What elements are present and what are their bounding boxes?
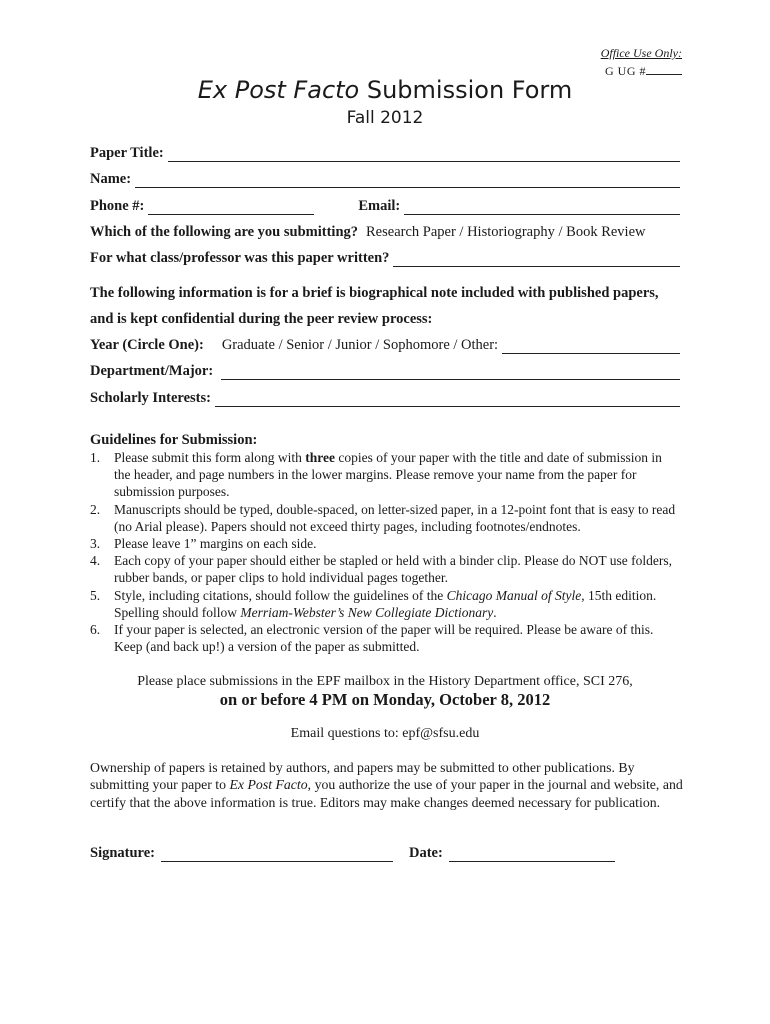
guideline-text: Each copy of your paper should either be stapled or held with a binder clip. Please do NOT use folders, rubber bands, or paper clips to hold individual pages together. — [114, 553, 672, 586]
ownership-paragraph — [90, 759, 686, 811]
guideline-number: 2. — [90, 501, 101, 517]
guideline-text: . — [493, 604, 497, 620]
guideline-item — [90, 501, 680, 535]
name-field[interactable] — [135, 173, 680, 188]
guidelines-list — [90, 449, 680, 655]
guideline-text: Manuscripts should be typed, double-spaced, on letter-sized paper, in a 12-point font that is easy to read (no Arial please). Papers should not exceed thirty pages, including footnotes/endnotes. — [114, 501, 676, 534]
department-field[interactable] — [221, 365, 680, 380]
signature-label: Signature: — [90, 845, 155, 861]
paper-title-label: Paper Title: — [90, 145, 164, 161]
guideline-number: 6. — [90, 622, 101, 638]
office-use-code-text: G UG # — [605, 64, 646, 78]
guideline-text: , 15th edition. Spelling should follow — [114, 587, 657, 620]
guideline-number: 3. — [90, 536, 101, 552]
submitting-question: Which of the following are you submitting? — [90, 224, 359, 240]
guideline-citation: Merriam-Webster’s New Collegiate Dictionary — [240, 604, 494, 620]
guideline-text: copies of your paper with the title and date of submission in the header, and page numbers in the lower margins. Please remove your name from the paper for submission purposes. — [114, 450, 662, 500]
email-questions: Email questions to: epf@sfsu.edu — [290, 726, 480, 741]
form-semester: Fall 2012 — [346, 108, 424, 128]
office-use-label: Office Use Only: — [600, 46, 682, 60]
submission-place: Please place submissions in the EPF mailbox in the History Department office, SCI 276, — [137, 674, 633, 689]
year-label: Year (Circle One): — [90, 337, 204, 353]
year-options[interactable]: Graduate / Senior / Junior / Sophomore / Other: — [221, 337, 499, 353]
guidelines-heading: Guidelines for Submission: — [90, 432, 258, 448]
guideline-number: 5. — [90, 587, 101, 603]
interests-field[interactable] — [215, 392, 680, 407]
ownership-text: Ownership of papers is retained by authors, and papers may be submitted to other publications. By submitting your paper to — [90, 760, 635, 793]
name-row — [90, 168, 680, 188]
email-field[interactable] — [404, 200, 680, 215]
bio-note-line-2: and is kept confidential during the peer review process: — [90, 311, 433, 327]
guideline-item — [90, 552, 680, 586]
guideline-text: Please leave 1” margins on each side. — [114, 536, 317, 552]
phone-label: Phone #: — [90, 198, 145, 214]
guideline-number: 4. — [90, 553, 101, 569]
department-label: Department/Major: — [90, 363, 214, 379]
guideline-emphasis: three — [305, 450, 335, 465]
paper-title-row — [90, 142, 680, 162]
phone-field[interactable] — [148, 200, 314, 215]
interests-row — [90, 387, 680, 407]
submitting-options[interactable]: Research Paper / Historiography / Book Review — [366, 224, 646, 240]
guideline-item — [90, 621, 680, 655]
date-field[interactable] — [449, 847, 615, 862]
signature-field[interactable] — [161, 847, 393, 862]
bio-note-line-1: The following information is for a brief is biographical note included with published papers, — [90, 285, 659, 301]
date-label: Date: — [409, 845, 443, 861]
guideline-text: If your paper is selected, an electronic version of the paper will be required. Please be aware of this. Keep (and back up!) a version of the paper as submitted. — [114, 622, 654, 655]
year-other-field[interactable] — [502, 339, 680, 354]
ownership-journal-name: Ex Post Facto — [229, 777, 308, 793]
class-row — [90, 247, 680, 267]
class-field[interactable] — [393, 252, 680, 267]
guideline-text: Style, including citations, should follow the guidelines of the — [114, 587, 447, 603]
phone-email-row — [90, 195, 680, 215]
class-question: For what class/professor was this paper written? — [90, 250, 390, 266]
form-title — [0, 76, 770, 104]
guideline-citation: Chicago Manual of Style — [446, 587, 582, 603]
department-row — [90, 360, 680, 380]
interests-label: Scholarly Interests: — [90, 390, 211, 406]
email-label: Email: — [358, 198, 401, 214]
bio-note — [90, 280, 690, 332]
office-use-box — [601, 44, 682, 80]
name-label: Name: — [90, 171, 132, 187]
guideline-number: 1. — [90, 450, 101, 465]
office-use-number-blank[interactable] — [646, 63, 682, 75]
ownership-text: , you authorize the use of your paper in the journal and website, and certify that the above information is true. Editors may make changes deemed necessary for publication. — [90, 777, 683, 810]
form-title-journal: Ex Post Facto — [197, 76, 360, 104]
form-title-rest: Submission Form — [359, 76, 573, 104]
guideline-text: Please submit this form along with — [114, 450, 306, 465]
guideline-item — [90, 535, 680, 552]
paper-title-field[interactable] — [168, 147, 680, 162]
signature-row — [90, 842, 620, 862]
guideline-item — [90, 587, 680, 621]
submission-deadline: on or before 4 PM on Monday, October 8, 2012 — [219, 690, 551, 709]
submitting-row — [90, 221, 680, 241]
guideline-item — [90, 449, 680, 501]
year-row — [90, 334, 680, 354]
